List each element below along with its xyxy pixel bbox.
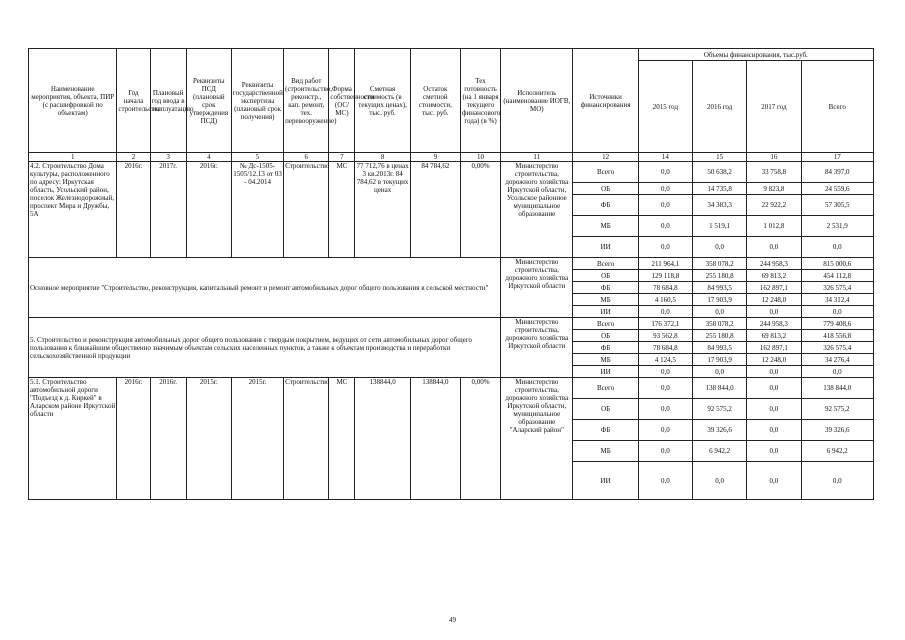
- value-cell: 12 248,0: [747, 294, 801, 306]
- value-cell: 69 813,2: [747, 330, 801, 342]
- column-number: 8: [355, 153, 410, 162]
- value-cell: 34 383,3: [693, 195, 747, 216]
- value-cell: 0,0: [693, 462, 747, 500]
- row4-expertise: 2015г.: [231, 378, 283, 500]
- value-cell: 0,0: [638, 306, 692, 318]
- row1-work: Строительство: [284, 162, 329, 258]
- value-cell: 0,0: [638, 378, 692, 399]
- value-cell: 34 312,4: [801, 294, 873, 306]
- value-cell: 34 276,4: [801, 354, 873, 366]
- source-cell: ФБ: [573, 420, 638, 441]
- value-cell: 418 556,8: [801, 330, 873, 342]
- column-number: 17: [801, 153, 873, 162]
- table-row: [29, 378, 874, 399]
- page-number: 49: [449, 616, 456, 624]
- header-expertise: Реквизиты государственной экспертизы (плановый срок получения): [231, 49, 283, 153]
- header-financing: Объемы финансирования, тыс.руб.: [638, 49, 873, 61]
- row4-name: 5.1. Строительство автомобильной дороги "Подъезд к д. Киркей" в Аларском районе Иркутской области: [29, 378, 117, 500]
- header-estimated-cost: Сметная стоимость (в текущих ценах), тыс. руб.: [355, 49, 410, 153]
- header-name: Наименование мероприятия, объекта, ПИР (с расшифровкой по объектам): [29, 49, 117, 153]
- row4-psd: 2015г.: [186, 378, 231, 500]
- value-cell: 0,0: [693, 237, 747, 258]
- header-2016: 2016 год: [693, 61, 747, 153]
- value-cell: 326 575,4: [801, 282, 873, 294]
- column-number: 14: [638, 153, 692, 162]
- header-executor: Исполнитель (наименование ИОГВ, МО): [501, 49, 573, 153]
- value-cell: 0,0: [801, 306, 873, 318]
- source-cell: ОБ: [573, 270, 638, 282]
- source-cell: Всего: [573, 258, 638, 270]
- row3-name: 5. Строительство и реконструкция автомобильных дорог общего пользования с твердым покрытием, ведущих от сети автомобильных дорог общего пользования к ближайшим общественно значимым объектам сельских населенных пунктов, а также к объектам производства и переработки сельскохозяйственной продукции: [29, 318, 501, 378]
- source-cell: ФБ: [573, 195, 638, 216]
- value-cell: 0,0: [638, 441, 692, 462]
- column-number: 11: [501, 153, 573, 162]
- header-readiness: Тех готовность (на 1 января текущего финансового года) (в %): [460, 49, 500, 153]
- value-cell: 22 922,2: [747, 195, 801, 216]
- value-cell: 454 112,8: [801, 270, 873, 282]
- row1-cost: 77 712,76 в ценах 3 кв.2013г. 84 784,62 в текущих ценах: [355, 162, 410, 258]
- column-number: 4: [186, 153, 231, 162]
- header-ownership: Форма собственности (ОС/МС): [329, 49, 355, 153]
- row3-executor: Министерство строительства, дорожного хозяйства Иркутской области: [501, 318, 573, 378]
- value-cell: 0,0: [801, 462, 873, 500]
- value-cell: 92 575,2: [693, 399, 747, 420]
- value-cell: 255 180,8: [693, 270, 747, 282]
- value-cell: 0,0: [638, 162, 692, 183]
- column-number: 10: [460, 153, 500, 162]
- header-total: Всего: [801, 61, 873, 153]
- column-number: 5: [231, 153, 283, 162]
- header-remaining-cost: Остаток сметной стоимости, тыс. руб.: [410, 49, 460, 153]
- value-cell: 17 903,9: [693, 294, 747, 306]
- column-number: 9: [410, 153, 460, 162]
- value-cell: 2 531,9: [801, 216, 873, 237]
- row1-name: 4.2. Строительство Дома культуры, расположенного по адресу: Иркутская область, Усольский район, поселок Железнодорожный, проспект Мира и Дружбы, 5А: [29, 162, 117, 258]
- row1-ready: 0,00%: [460, 162, 500, 258]
- value-cell: 0,0: [638, 216, 692, 237]
- row4-work: Строительство: [284, 378, 329, 500]
- row2-name: Основное мероприятие "Строительство, реконструкция, капитальный ремонт и ремонт автомобильных дорог общего пользования в сельской местности": [29, 258, 501, 318]
- source-cell: ИИ: [573, 306, 638, 318]
- header-start-year: Год начала строительства: [117, 49, 150, 153]
- source-cell: МБ: [573, 294, 638, 306]
- value-cell: 0,0: [747, 378, 801, 399]
- source-cell: Всего: [573, 162, 638, 183]
- header-plan-year: Плановый год ввода в эксплуатацию: [150, 49, 186, 153]
- row4-start: 2016г.: [117, 378, 150, 500]
- value-cell: 0,0: [801, 237, 873, 258]
- value-cell: 162 897,1: [747, 282, 801, 294]
- source-cell: ОБ: [573, 330, 638, 342]
- row4-form: МС: [329, 378, 355, 500]
- source-cell: ФБ: [573, 282, 638, 294]
- value-cell: 0,0: [747, 441, 801, 462]
- column-numbers-row: [29, 153, 874, 162]
- row1-plan: 2017г.: [150, 162, 186, 258]
- value-cell: 92 575,2: [801, 399, 873, 420]
- row4-cost: 138844,0: [355, 378, 410, 500]
- header-sources: Источники финансирования: [573, 49, 638, 153]
- value-cell: 0,0: [747, 462, 801, 500]
- value-cell: 39 326,6: [693, 420, 747, 441]
- source-cell: ОБ: [573, 183, 638, 195]
- value-cell: 358 078,2: [693, 318, 747, 330]
- header-2015: 2015 год: [638, 61, 692, 153]
- column-number: 3: [150, 153, 186, 162]
- value-cell: 0,0: [693, 306, 747, 318]
- value-cell: 244 958,3: [747, 318, 801, 330]
- table-row: [29, 258, 874, 270]
- header-psd: Реквизиты ПСД (плановый срок утверждения ПСД): [186, 49, 231, 153]
- source-cell: Всего: [573, 318, 638, 330]
- header-2017: 2017 год: [747, 61, 801, 153]
- value-cell: 1 519,1: [693, 216, 747, 237]
- document-sheet: [28, 48, 874, 500]
- row1-executor: Министерство строительства, дорожного хозяйства Иркутской области, Усольское районное муниципальное образование: [501, 162, 573, 258]
- value-cell: 162 897,1: [747, 342, 801, 354]
- value-cell: 50 638,2: [693, 162, 747, 183]
- source-cell: МБ: [573, 216, 638, 237]
- source-cell: МБ: [573, 441, 638, 462]
- value-cell: 1 012,8: [747, 216, 801, 237]
- value-cell: 0,0: [747, 237, 801, 258]
- value-cell: 4 160,5: [638, 294, 692, 306]
- value-cell: 17 903,9: [693, 354, 747, 366]
- source-cell: ФБ: [573, 342, 638, 354]
- value-cell: 815 000,6: [801, 258, 873, 270]
- value-cell: 779 408,6: [801, 318, 873, 330]
- value-cell: 84 397,0: [801, 162, 873, 183]
- value-cell: 0,0: [747, 420, 801, 441]
- value-cell: 4 124,5: [638, 354, 692, 366]
- column-number: 15: [693, 153, 747, 162]
- value-cell: 57 305,5: [801, 195, 873, 216]
- value-cell: 14 735,8: [693, 183, 747, 195]
- row1-start: 2016г.: [117, 162, 150, 258]
- value-cell: 176 372,1: [638, 318, 692, 330]
- source-cell: ИИ: [573, 237, 638, 258]
- value-cell: 0,0: [638, 399, 692, 420]
- value-cell: 9 823,8: [747, 183, 801, 195]
- row1-form: МС: [329, 162, 355, 258]
- source-cell: МБ: [573, 354, 638, 366]
- value-cell: 0,0: [747, 306, 801, 318]
- value-cell: 0,0: [638, 183, 692, 195]
- value-cell: 69 813,2: [747, 270, 801, 282]
- row4-executor: Министерство строительства, дорожного хозяйства Иркутской области, муниципальное образование "Аларский район": [501, 378, 573, 500]
- row1-expertise: № Дс-1505-1505/12.13 от 03 - 04.2014: [231, 162, 283, 258]
- value-cell: 84 993,5: [693, 342, 747, 354]
- source-cell: ИИ: [573, 366, 638, 378]
- value-cell: 6 942,2: [801, 441, 873, 462]
- value-cell: 358 078,2: [693, 258, 747, 270]
- column-number: 2: [117, 153, 150, 162]
- value-cell: 33 758,8: [747, 162, 801, 183]
- value-cell: 138 844,0: [693, 378, 747, 399]
- value-cell: 93 562,8: [638, 330, 692, 342]
- value-cell: 84 993,5: [693, 282, 747, 294]
- row2-executor: Министерство строительства, дорожного хозяйства Иркутской области: [501, 258, 573, 318]
- table-row: [29, 318, 874, 330]
- value-cell: 0,0: [638, 420, 692, 441]
- financing-table: [28, 48, 874, 500]
- column-number: 1: [29, 153, 117, 162]
- row4-plan: 2016г.: [150, 378, 186, 500]
- column-number: 16: [747, 153, 801, 162]
- value-cell: 244 958,3: [747, 258, 801, 270]
- row4-ready: 0,00%: [460, 378, 500, 500]
- source-cell: ОБ: [573, 399, 638, 420]
- value-cell: 0,0: [638, 195, 692, 216]
- value-cell: 0,0: [638, 237, 692, 258]
- value-cell: 0,0: [801, 366, 873, 378]
- value-cell: 39 326,6: [801, 420, 873, 441]
- header-work-type: Вид работ (строительство, реконстр., кап. ремонт, тех. перевооружение): [284, 49, 329, 153]
- row1-rest: 84 784,62: [410, 162, 460, 258]
- value-cell: 78 684,8: [638, 342, 692, 354]
- value-cell: 0,0: [747, 399, 801, 420]
- value-cell: 6 942,2: [693, 441, 747, 462]
- value-cell: 0,0: [693, 366, 747, 378]
- column-number: 7: [329, 153, 355, 162]
- source-cell: ИИ: [573, 462, 638, 500]
- column-number: 6: [284, 153, 329, 162]
- table-row: [29, 162, 874, 183]
- value-cell: 0,0: [638, 462, 692, 500]
- value-cell: 326 575,4: [801, 342, 873, 354]
- value-cell: 24 559,6: [801, 183, 873, 195]
- source-cell: Всего: [573, 378, 638, 399]
- value-cell: 78 684,8: [638, 282, 692, 294]
- value-cell: 211 964,1: [638, 258, 692, 270]
- value-cell: 255 180,8: [693, 330, 747, 342]
- value-cell: 0,0: [638, 366, 692, 378]
- value-cell: 0,0: [747, 366, 801, 378]
- value-cell: 129 118,8: [638, 270, 692, 282]
- column-number: 12: [573, 153, 638, 162]
- value-cell: 138 844,0: [801, 378, 873, 399]
- value-cell: 12 248,0: [747, 354, 801, 366]
- row4-rest: 138844,0: [410, 378, 460, 500]
- row1-psd: 2016г.: [186, 162, 231, 258]
